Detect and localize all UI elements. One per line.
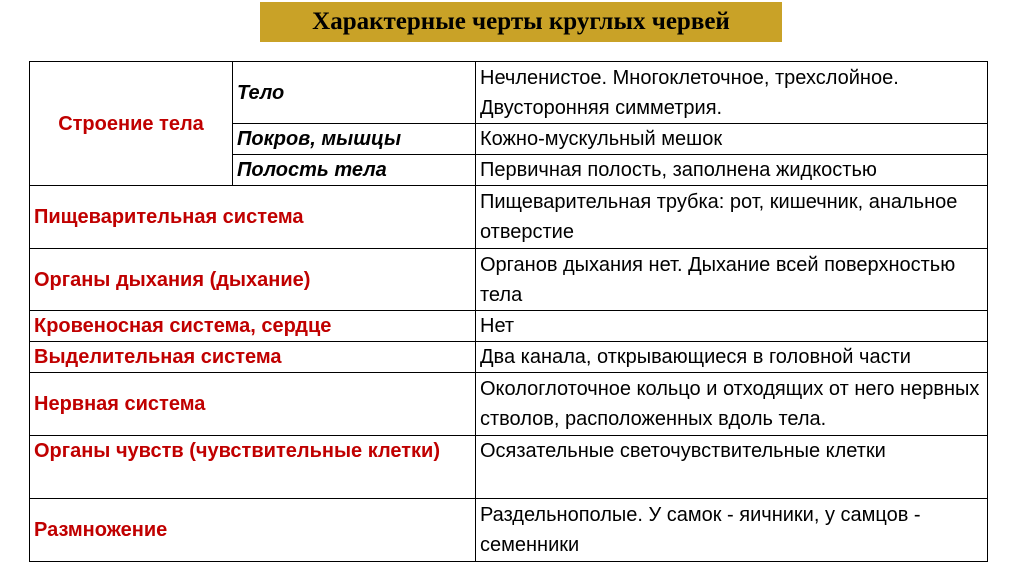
table-row — [30, 342, 988, 373]
table-row — [30, 311, 988, 342]
desc-respiration: Органов дыхания нет. Дыхание всей поверхностью тела — [476, 249, 988, 311]
sub-feature-covering: Покров, мышцы — [233, 124, 476, 155]
desc-nervous: Окологлоточное кольцо и отходящих от него нервных стволов, расположенных вдоль тела. — [476, 373, 988, 436]
desc-digestive: Пищеварительная трубка: рот, кишечник, анальное отверстие — [476, 186, 988, 249]
desc-cavity: Первичная полость, заполнена жидкостью — [476, 155, 988, 186]
sub-feature-body: Тело — [233, 62, 476, 124]
desc-covering: Кожно-мускульный мешок — [476, 124, 988, 155]
desc-senses: Осязательные светочувствительные клетки — [476, 436, 988, 499]
desc-body: Нечленистое. Многоклеточное, трехслойное. Двусторонняя симметрия. — [476, 62, 988, 124]
traits-table — [29, 61, 988, 562]
feature-reproduction: Размножение — [30, 499, 476, 562]
table-row — [30, 186, 988, 249]
table-row — [30, 249, 988, 311]
sub-feature-cavity: Полость тела — [233, 155, 476, 186]
table-row — [30, 373, 988, 436]
desc-circulatory: Нет — [476, 311, 988, 342]
feature-excretory: Выделительная система — [30, 342, 476, 373]
feature-nervous: Нервная система — [30, 373, 476, 436]
page-title: Характерные черты круглых червей — [312, 8, 730, 35]
desc-reproduction: Раздельнополые. У самок - яичники, у самцов - семенники — [476, 499, 988, 562]
feature-circulatory: Кровеносная система, сердце — [30, 311, 476, 342]
table-row — [30, 62, 988, 124]
desc-excretory: Два канала, открывающиеся в головной части — [476, 342, 988, 373]
table-row — [30, 436, 988, 499]
title-banner — [260, 2, 782, 42]
table-row — [30, 499, 988, 562]
feature-respiration: Органы дыхания (дыхание) — [30, 249, 476, 311]
feature-senses: Органы чувств (чувствительные клетки) — [30, 436, 476, 499]
feature-body-structure: Строение тела — [30, 62, 233, 186]
feature-digestive: Пищеварительная система — [30, 186, 476, 249]
